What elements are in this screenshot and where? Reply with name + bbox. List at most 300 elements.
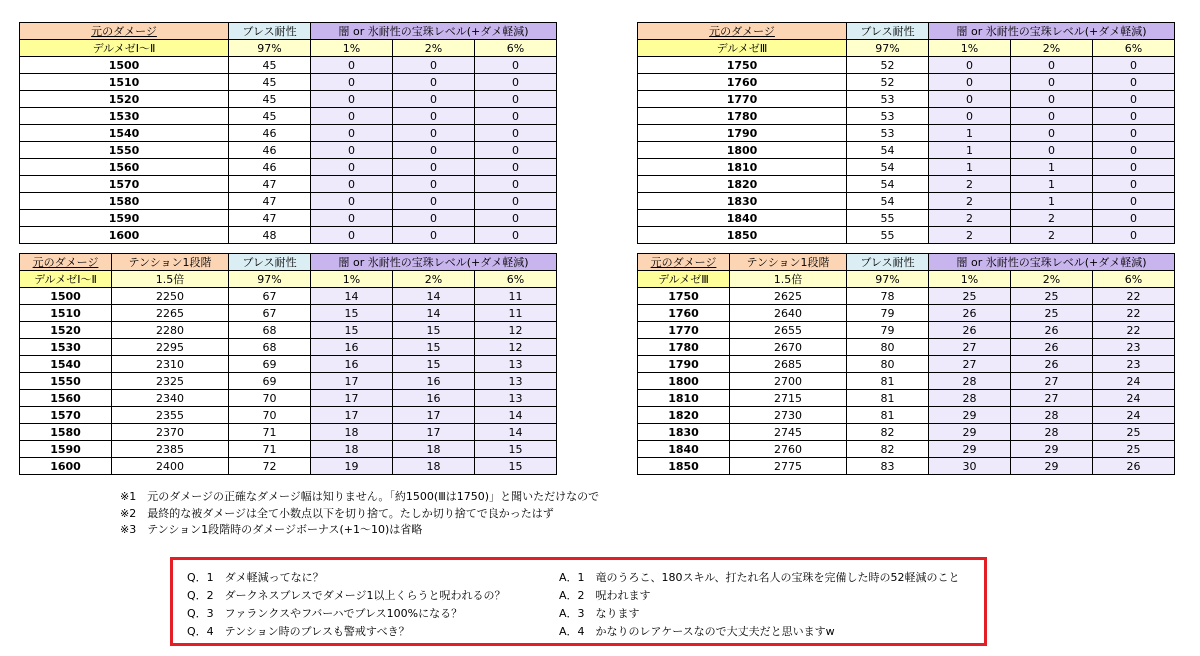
cell-dmg: 1530 <box>20 108 229 125</box>
cell-res: 67 <box>229 288 311 305</box>
tension-multiplier: 1.5倍 <box>730 271 847 288</box>
table-row <box>20 210 557 227</box>
header-jewel-level: 闇 or 氷耐性の宝珠レベル(+ダメ軽減) <box>929 23 1175 40</box>
cell-dmg: 1830 <box>638 193 847 210</box>
cell-l6: 12 <box>475 322 557 339</box>
cell-l2: 25 <box>1011 288 1093 305</box>
cell-l6: 24 <box>1093 373 1175 390</box>
cell-l1: 16 <box>311 356 393 373</box>
cell-dmg: 1850 <box>638 227 847 244</box>
cell-l6: 22 <box>1093 305 1175 322</box>
cell-l1: 0 <box>311 193 393 210</box>
cell-res: 48 <box>229 227 311 244</box>
cell-l6: 0 <box>475 74 557 91</box>
cell-l6: 0 <box>1093 159 1175 176</box>
cell-l2: 18 <box>393 458 475 475</box>
cell-l2: 2 <box>1011 210 1093 227</box>
cell-l2: 0 <box>393 159 475 176</box>
cell-ten: 2685 <box>730 356 847 373</box>
table-row <box>638 74 1175 91</box>
cell-res: 82 <box>847 441 929 458</box>
cell-l1: 0 <box>929 91 1011 108</box>
cell-res: 82 <box>847 424 929 441</box>
cell-res: 78 <box>847 288 929 305</box>
cell-l6: 0 <box>475 176 557 193</box>
cell-res: 68 <box>229 339 311 356</box>
cell-ten: 2670 <box>730 339 847 356</box>
cell-dmg: 1510 <box>20 305 112 322</box>
cell-dmg: 1580 <box>20 193 229 210</box>
cell-l2: 1 <box>1011 159 1093 176</box>
header-breath-res: ブレス耐性 <box>229 254 311 271</box>
cell-l2: 26 <box>1011 356 1093 373</box>
cell-l2: 0 <box>393 193 475 210</box>
cell-l2: 14 <box>393 288 475 305</box>
cell-dmg: 1820 <box>638 176 847 193</box>
cell-l2: 0 <box>393 57 475 74</box>
level-6-percent: 6% <box>1093 271 1175 288</box>
cell-dmg: 1550 <box>20 373 112 390</box>
cell-dmg: 1530 <box>20 339 112 356</box>
cell-l1: 1 <box>929 142 1011 159</box>
cell-dmg: 1750 <box>638 288 730 305</box>
cell-res: 70 <box>229 390 311 407</box>
cell-l2: 0 <box>393 108 475 125</box>
table-row <box>638 210 1175 227</box>
faq-answer-2: A．2 呪われます <box>559 589 651 602</box>
cell-l1: 0 <box>311 159 393 176</box>
table-row <box>20 424 557 441</box>
cell-res: 45 <box>229 91 311 108</box>
cell-dmg: 1600 <box>20 458 112 475</box>
level-1-percent: 1% <box>929 271 1011 288</box>
cell-l1: 0 <box>311 176 393 193</box>
cell-res: 81 <box>847 407 929 424</box>
cell-l2: 0 <box>393 176 475 193</box>
cell-res: 46 <box>229 125 311 142</box>
cell-dmg: 1850 <box>638 458 730 475</box>
cell-l6: 11 <box>475 305 557 322</box>
faq-answer-4: A．4 かなりのレアケースなので大丈夫だと思いますw <box>559 625 835 638</box>
cell-dmg: 1780 <box>638 108 847 125</box>
table-row <box>20 108 557 125</box>
cell-res: 55 <box>847 210 929 227</box>
cell-ten: 2325 <box>112 373 229 390</box>
cell-l2: 0 <box>1011 125 1093 142</box>
footnote-3: ※3 テンション1段階時のダメージボーナス(+1～10)は省略 <box>120 523 423 536</box>
cell-l1: 14 <box>311 288 393 305</box>
cell-dmg: 1800 <box>638 373 730 390</box>
cell-l1: 0 <box>311 142 393 159</box>
cell-l2: 28 <box>1011 407 1093 424</box>
cell-l2: 29 <box>1011 458 1093 475</box>
table-row <box>20 91 557 108</box>
level-1-percent: 1% <box>311 40 393 57</box>
cell-l1: 2 <box>929 193 1011 210</box>
table-row <box>20 458 557 475</box>
cell-ten: 2715 <box>730 390 847 407</box>
cell-l1: 0 <box>929 74 1011 91</box>
cell-res: 53 <box>847 125 929 142</box>
boss-label: デルメゼⅠ～Ⅱ <box>20 40 229 57</box>
cell-l1: 27 <box>929 356 1011 373</box>
cell-l2: 17 <box>393 407 475 424</box>
header-jewel-level: 闇 or 氷耐性の宝珠レベル(+ダメ軽減) <box>311 23 557 40</box>
cell-l2: 25 <box>1011 305 1093 322</box>
cell-l6: 0 <box>1093 176 1175 193</box>
level-2-percent: 2% <box>393 271 475 288</box>
cell-res: 68 <box>229 322 311 339</box>
cell-ten: 2730 <box>730 407 847 424</box>
table-row <box>20 57 557 74</box>
cell-l2: 0 <box>393 91 475 108</box>
cell-l6: 0 <box>475 210 557 227</box>
cell-l2: 2 <box>1011 227 1093 244</box>
cell-res: 80 <box>847 339 929 356</box>
level-2-percent: 2% <box>1011 271 1093 288</box>
cell-l6: 0 <box>1093 142 1175 159</box>
table-row <box>20 74 557 91</box>
cell-l1: 1 <box>929 125 1011 142</box>
cell-l6: 13 <box>475 373 557 390</box>
cell-dmg: 1570 <box>20 176 229 193</box>
cell-res: 55 <box>847 227 929 244</box>
cell-dmg: 1770 <box>638 322 730 339</box>
cell-ten: 2400 <box>112 458 229 475</box>
table-row <box>638 125 1175 142</box>
cell-ten: 2280 <box>112 322 229 339</box>
boss-label: デルメゼⅠ～Ⅱ <box>20 271 112 288</box>
cell-l6: 0 <box>475 57 557 74</box>
cell-dmg: 1810 <box>638 159 847 176</box>
cell-l6: 0 <box>1093 91 1175 108</box>
cell-dmg: 1590 <box>20 210 229 227</box>
cell-l1: 29 <box>929 441 1011 458</box>
cell-res: 45 <box>229 74 311 91</box>
cell-l6: 0 <box>475 108 557 125</box>
cell-l2: 14 <box>393 305 475 322</box>
cell-l2: 29 <box>1011 441 1093 458</box>
cell-dmg: 1560 <box>20 390 112 407</box>
cell-l2: 27 <box>1011 390 1093 407</box>
cell-res: 46 <box>229 159 311 176</box>
level-2-percent: 2% <box>1011 40 1093 57</box>
cell-l6: 13 <box>475 390 557 407</box>
faq-question-2: Q．2 ダークネスブレスでダメージ1以上くらうと呪われるの？ <box>187 589 506 602</box>
cell-dmg: 1540 <box>20 125 229 142</box>
cell-res: 52 <box>847 57 929 74</box>
cell-l1: 15 <box>311 322 393 339</box>
cell-dmg: 1540 <box>20 356 112 373</box>
cell-dmg: 1820 <box>638 407 730 424</box>
cell-l6: 0 <box>475 91 557 108</box>
table-row <box>20 441 557 458</box>
breath-res-percent: 97% <box>847 40 929 57</box>
cell-ten: 2700 <box>730 373 847 390</box>
cell-dmg: 1560 <box>20 159 229 176</box>
header-tension: テンション1段階 <box>730 254 847 271</box>
cell-l2: 15 <box>393 356 475 373</box>
cell-l6: 23 <box>1093 339 1175 356</box>
faq-answer-1: A．1 竜のうろこ、180スキル、打たれ名人の宝珠を完備した時の52軽減のこと <box>559 571 960 584</box>
cell-l6: 0 <box>1093 57 1175 74</box>
cell-l6: 0 <box>475 159 557 176</box>
cell-l1: 0 <box>311 227 393 244</box>
table-row <box>20 407 557 424</box>
cell-l2: 0 <box>1011 142 1093 159</box>
cell-res: 53 <box>847 91 929 108</box>
cell-ten: 2745 <box>730 424 847 441</box>
table-row <box>20 373 557 390</box>
boss-label: デルメゼⅢ <box>638 271 730 288</box>
table-row <box>638 339 1175 356</box>
cell-l1: 26 <box>929 305 1011 322</box>
cell-res: 52 <box>847 74 929 91</box>
table-row <box>638 322 1175 339</box>
cell-l1: 30 <box>929 458 1011 475</box>
cell-l1: 16 <box>311 339 393 356</box>
cell-l2: 1 <box>1011 193 1093 210</box>
cell-dmg: 1840 <box>638 210 847 227</box>
cell-res: 80 <box>847 356 929 373</box>
cell-l6: 0 <box>475 193 557 210</box>
header-orig-damage: 元のダメージ <box>638 254 730 271</box>
cell-dmg: 1830 <box>638 424 730 441</box>
cell-l1: 18 <box>311 424 393 441</box>
cell-res: 72 <box>229 458 311 475</box>
cell-res: 47 <box>229 193 311 210</box>
cell-res: 46 <box>229 142 311 159</box>
table-row <box>638 193 1175 210</box>
cell-l2: 0 <box>393 74 475 91</box>
cell-l2: 15 <box>393 339 475 356</box>
cell-l1: 2 <box>929 210 1011 227</box>
cell-res: 71 <box>229 424 311 441</box>
cell-l6: 0 <box>1093 125 1175 142</box>
cell-l2: 0 <box>1011 57 1093 74</box>
cell-l1: 2 <box>929 176 1011 193</box>
cell-dmg: 1500 <box>20 57 229 74</box>
breath-res-percent: 97% <box>229 40 311 57</box>
cell-l2: 0 <box>393 142 475 159</box>
cell-dmg: 1570 <box>20 407 112 424</box>
cell-res: 81 <box>847 390 929 407</box>
breath-res-percent: 97% <box>847 271 929 288</box>
cell-l6: 13 <box>475 356 557 373</box>
cell-l1: 28 <box>929 390 1011 407</box>
header-tension: テンション1段階 <box>112 254 229 271</box>
cell-dmg: 1520 <box>20 91 229 108</box>
table-row <box>20 193 557 210</box>
cell-dmg: 1780 <box>638 339 730 356</box>
cell-l2: 26 <box>1011 322 1093 339</box>
cell-l2: 0 <box>1011 91 1093 108</box>
cell-ten: 2265 <box>112 305 229 322</box>
cell-dmg: 1500 <box>20 288 112 305</box>
table-row <box>20 142 557 159</box>
cell-l2: 0 <box>1011 74 1093 91</box>
table-row <box>20 390 557 407</box>
table-row <box>638 305 1175 322</box>
cell-l2: 18 <box>393 441 475 458</box>
cell-l2: 26 <box>1011 339 1093 356</box>
footnote-2: ※2 最終的な被ダメージは全て小数点以下を切り捨て。たしか切り捨てで良かったはず <box>120 506 554 520</box>
cell-ten: 2640 <box>730 305 847 322</box>
faq-answer-3: A．3 なります <box>559 607 640 620</box>
cell-res: 67 <box>229 305 311 322</box>
cell-l1: 15 <box>311 305 393 322</box>
cell-l6: 23 <box>1093 356 1175 373</box>
cell-res: 69 <box>229 356 311 373</box>
cell-l2: 0 <box>393 210 475 227</box>
boss-label: デルメゼⅢ <box>638 40 847 57</box>
cell-ten: 2370 <box>112 424 229 441</box>
cell-dmg: 1770 <box>638 91 847 108</box>
footnote-1: ※1 元のダメージの正確なダメージ幅は知りません。「約1500(Ⅲは1750)」と聞いただけなので <box>120 490 600 503</box>
cell-l6: 22 <box>1093 288 1175 305</box>
cell-dmg: 1550 <box>20 142 229 159</box>
cell-res: 53 <box>847 108 929 125</box>
cell-ten: 2655 <box>730 322 847 339</box>
faq-question-4: Q．4 テンション時のブレスも警戒すべき？ <box>187 625 410 638</box>
header-orig-damage: 元のダメージ <box>20 23 229 40</box>
cell-res: 45 <box>229 108 311 125</box>
cell-l6: 24 <box>1093 407 1175 424</box>
cell-l2: 28 <box>1011 424 1093 441</box>
damage-table-tension-delmeze-1-2 <box>19 253 557 475</box>
header-breath-res: ブレス耐性 <box>847 254 929 271</box>
cell-l6: 0 <box>475 125 557 142</box>
cell-res: 81 <box>847 373 929 390</box>
cell-l1: 17 <box>311 390 393 407</box>
cell-res: 54 <box>847 193 929 210</box>
cell-l6: 12 <box>475 339 557 356</box>
cell-ten: 2310 <box>112 356 229 373</box>
cell-l6: 26 <box>1093 458 1175 475</box>
tension-multiplier: 1.5倍 <box>112 271 229 288</box>
header-breath-res: ブレス耐性 <box>229 23 311 40</box>
cell-l1: 0 <box>311 91 393 108</box>
table-row <box>638 91 1175 108</box>
level-6-percent: 6% <box>475 40 557 57</box>
table-row <box>638 227 1175 244</box>
cell-l6: 25 <box>1093 441 1175 458</box>
cell-l6: 11 <box>475 288 557 305</box>
cell-l6: 0 <box>1093 227 1175 244</box>
cell-dmg: 1790 <box>638 125 847 142</box>
level-6-percent: 6% <box>475 271 557 288</box>
cell-l1: 0 <box>311 74 393 91</box>
faq-question-3: Q．3 ファランクスやフバーハでブレス100%になる？ <box>187 607 463 620</box>
cell-l1: 2 <box>929 227 1011 244</box>
table-row <box>638 57 1175 74</box>
faq-box <box>170 557 987 646</box>
cell-res: 79 <box>847 322 929 339</box>
cell-dmg: 1790 <box>638 356 730 373</box>
cell-res: 79 <box>847 305 929 322</box>
cell-ten: 2355 <box>112 407 229 424</box>
cell-l1: 0 <box>311 125 393 142</box>
faq-question-1: Q．1 ダメ軽減ってなに？ <box>187 571 324 584</box>
footnotes <box>120 489 599 539</box>
table-row <box>638 176 1175 193</box>
cell-l2: 17 <box>393 424 475 441</box>
cell-l6: 0 <box>1093 108 1175 125</box>
cell-l6: 0 <box>475 142 557 159</box>
table-row <box>638 108 1175 125</box>
cell-res: 71 <box>229 441 311 458</box>
table-row <box>20 176 557 193</box>
cell-res: 47 <box>229 210 311 227</box>
cell-l2: 1 <box>1011 176 1093 193</box>
cell-l6: 15 <box>475 458 557 475</box>
cell-ten: 2760 <box>730 441 847 458</box>
table-row <box>20 159 557 176</box>
header-breath-res: ブレス耐性 <box>847 23 929 40</box>
cell-dmg: 1810 <box>638 390 730 407</box>
header-jewel-level: 闇 or 氷耐性の宝珠レベル(+ダメ軽減) <box>311 254 557 271</box>
damage-table-delmeze-1-2 <box>19 22 557 244</box>
cell-res: 69 <box>229 373 311 390</box>
cell-l1: 25 <box>929 288 1011 305</box>
cell-dmg: 1520 <box>20 322 112 339</box>
cell-l2: 16 <box>393 373 475 390</box>
cell-l6: 0 <box>1093 210 1175 227</box>
cell-l6: 0 <box>1093 193 1175 210</box>
table-row <box>20 227 557 244</box>
cell-dmg: 1750 <box>638 57 847 74</box>
cell-l2: 0 <box>1011 108 1093 125</box>
cell-dmg: 1760 <box>638 74 847 91</box>
cell-l2: 16 <box>393 390 475 407</box>
cell-dmg: 1580 <box>20 424 112 441</box>
cell-l1: 0 <box>311 57 393 74</box>
cell-ten: 2775 <box>730 458 847 475</box>
cell-l2: 15 <box>393 322 475 339</box>
table-row <box>638 407 1175 424</box>
cell-l6: 25 <box>1093 424 1175 441</box>
level-1-percent: 1% <box>929 40 1011 57</box>
cell-dmg: 1840 <box>638 441 730 458</box>
table-row <box>638 159 1175 176</box>
cell-res: 83 <box>847 458 929 475</box>
cell-l6: 24 <box>1093 390 1175 407</box>
cell-res: 70 <box>229 407 311 424</box>
header-jewel-level: 闇 or 氷耐性の宝珠レベル(+ダメ軽減) <box>929 254 1175 271</box>
level-1-percent: 1% <box>311 271 393 288</box>
cell-l6: 14 <box>475 424 557 441</box>
cell-l1: 18 <box>311 441 393 458</box>
breath-res-percent: 97% <box>229 271 311 288</box>
table-row <box>20 339 557 356</box>
cell-l1: 0 <box>929 57 1011 74</box>
cell-l1: 29 <box>929 407 1011 424</box>
cell-l2: 0 <box>393 125 475 142</box>
cell-ten: 2625 <box>730 288 847 305</box>
cell-l2: 0 <box>393 227 475 244</box>
cell-l6: 14 <box>475 407 557 424</box>
cell-res: 54 <box>847 142 929 159</box>
cell-l1: 17 <box>311 407 393 424</box>
header-orig-damage: 元のダメージ <box>20 254 112 271</box>
cell-dmg: 1760 <box>638 305 730 322</box>
cell-l6: 15 <box>475 441 557 458</box>
table-row <box>638 356 1175 373</box>
cell-ten: 2340 <box>112 390 229 407</box>
cell-l1: 19 <box>311 458 393 475</box>
cell-l6: 0 <box>1093 74 1175 91</box>
cell-l1: 1 <box>929 159 1011 176</box>
